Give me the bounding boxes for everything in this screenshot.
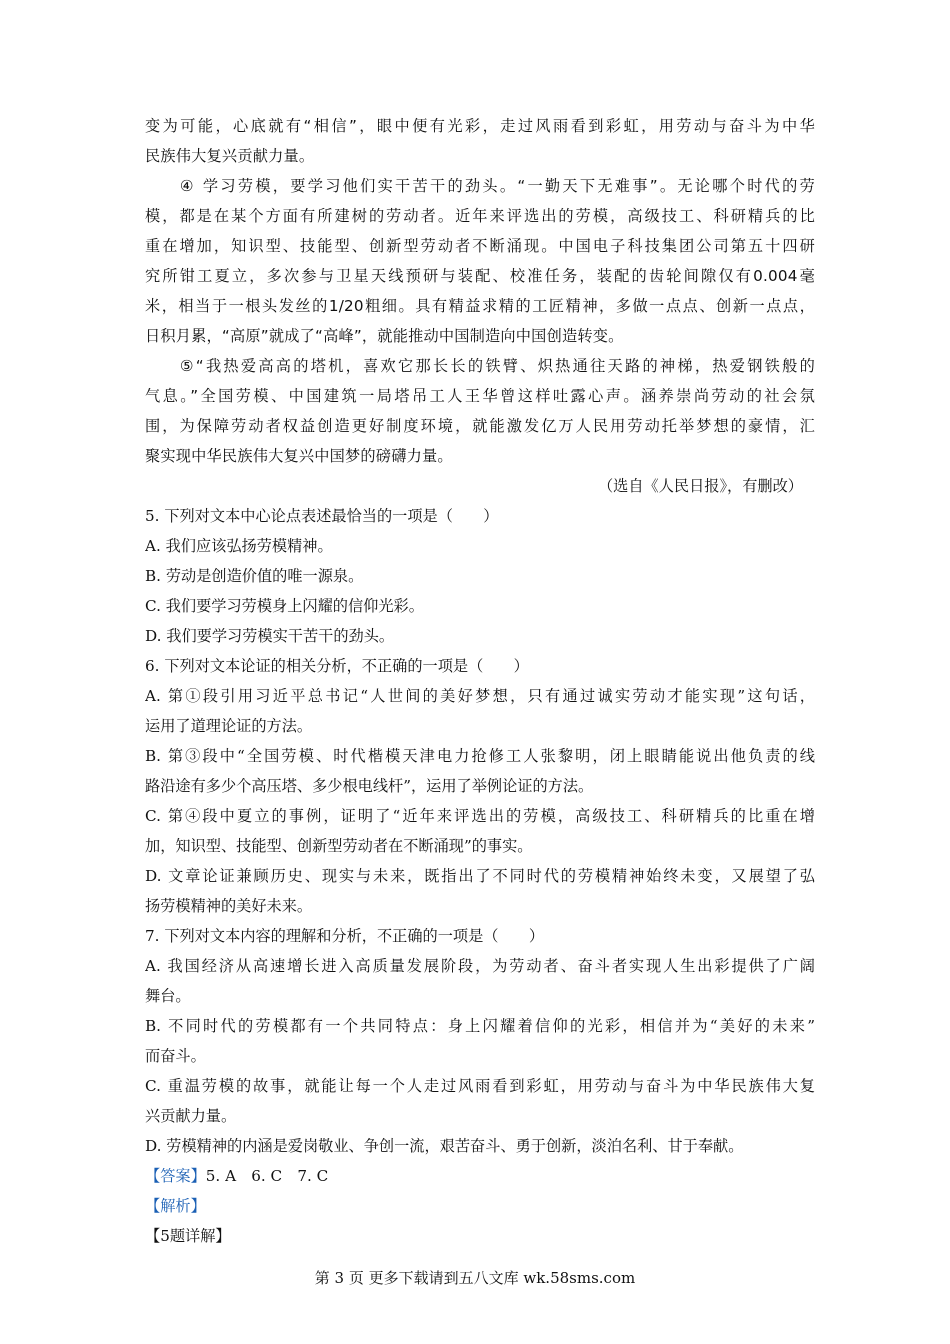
option-line: C. 我们要学习劳模身上闪耀的信仰光彩。 xyxy=(145,597,424,615)
option-line: 而奋斗。 xyxy=(145,1047,206,1065)
article-line: 重在增加，知识型、技能型、创新型劳动者不断涌现。中国电子科技集团公司第五十四研 xyxy=(145,237,815,255)
option-line: 兴贡献力量。 xyxy=(145,1107,237,1125)
answer-tag: 【答案】 xyxy=(145,1167,206,1185)
option-line: D. 文章论证兼顾历史、现实与未来，既指出了不同时代的劳模精神始终未变，又展望了弘 xyxy=(145,867,815,885)
article-line: 变为可能，心底就有“相信”，眼中便有光彩，走过风雨看到彩虹，用劳动与奋斗为中华 xyxy=(145,117,815,135)
option-line: A. 第①段引用习近平总书记“人世间的美好梦想，只有通过诚实劳动才能实现”这句话， xyxy=(145,687,815,705)
option-line: B. 劳动是创造价值的唯一源泉。 xyxy=(145,567,364,585)
article-line: 聚实现中华民族伟大复兴中国梦的磅礴力量。 xyxy=(145,447,453,465)
option-line: C. 重温劳模的故事，就能让每一个人走过风雨看到彩虹，用劳动与奋斗为中华民族伟大复 xyxy=(145,1077,815,1095)
article-line: 气息。”全国劳模、中国建筑一局塔吊工人王华曾这样吐露心声。涵养崇尚劳动的社会氛 xyxy=(145,387,815,405)
option-line: 舞台。 xyxy=(145,987,191,1005)
analysis-tag: 【解析】 xyxy=(145,1197,206,1215)
option-line: 路沿途有多少个高压塔、多少根电线杆”，运用了举例论证的方法。 xyxy=(145,777,594,795)
detail-label: 【5题详解】 xyxy=(145,1227,231,1245)
analysis-line xyxy=(145,1196,815,1216)
article-line: 围，为保障劳动者权益创造更好制度环境，就能激发亿万人民用劳动托举梦想的豪情，汇 xyxy=(145,417,815,435)
question-5: 5. 下列对文本中心论点表述最恰当的一项是（ ） xyxy=(145,507,499,525)
option-line: B. 第③段中“全国劳模、时代楷模天津电力抢修工人张黎明，闭上眼睛能说出他负责的线 xyxy=(145,747,815,765)
option-line: A. 我国经济从高速增长进入高质量发展阶段，为劳动者、奋斗者实现人生出彩提供了广阔 xyxy=(145,957,815,975)
article-line: ⑤“我热爱高高的塔机，喜欢它那长长的铁臂、炽热通往天路的神梯，热爱钢铁般的 xyxy=(145,357,815,375)
option-line: C. 第④段中夏立的事例，证明了“近年来评选出的劳模，高级技工、科研精兵的比重在增 xyxy=(145,807,815,825)
article-line: 究所钳工夏立，多次参与卫星天线预研与装配、校准任务，装配的齿轮间隙仅有0.004毫 xyxy=(145,267,815,285)
question-6: 6. 下列对文本论证的相关分析，不正确的一项是（ ） xyxy=(145,657,529,675)
article-line: 民族伟大复兴贡献力量。 xyxy=(145,147,315,165)
article-line: 模，都是在某个方面有所建树的劳动者。近年来评选出的劳模，高级技工、科研精兵的比 xyxy=(145,207,815,225)
question-7: 7. 下列对文本内容的理解和分析，不正确的一项是（ ） xyxy=(145,927,545,945)
article-source: （选自《人民日报》，有删改） xyxy=(597,477,803,495)
page-footer: 第 3 页 更多下载请到五八文库 wk.58sms.com xyxy=(314,1269,636,1287)
answer-values: 5. A 6. C 7. C xyxy=(205,1167,329,1185)
option-line: D. 我们要学习劳模实干苦干的劲头。 xyxy=(145,627,395,645)
article-line: ④ 学习劳模，要学习他们实干苦干的劲头。“一勤天下无难事”。无论哪个时代的劳 xyxy=(145,177,815,195)
article-line: 日积月累，“高原”就成了“高峰”，就能推动中国制造向中国创造转变。 xyxy=(145,327,624,345)
option-line: 扬劳模精神的美好未来。 xyxy=(145,897,313,915)
option-line: B. 不同时代的劳模都有一个共同特点：身上闪耀着信仰的光彩，相信并为“美好的未来” xyxy=(145,1017,815,1035)
option-line: D. 劳模精神的内涵是爱岗敬业、争创一流，艰苦奋斗、勇于创新，淡泊名利、甘于奉献。 xyxy=(145,1137,744,1155)
option-line: A. 我们应该弘扬劳模精神。 xyxy=(145,537,333,555)
option-line: 运用了道理论证的方法。 xyxy=(145,717,313,735)
article-line: 米，相当于一根头发丝的1/20粗细。具有精益求精的工匠精神，多做一点点、创新一点点， xyxy=(145,297,815,315)
answer-line xyxy=(145,1166,815,1186)
option-line: 加，知识型、技能型、创新型劳动者在不断涌现”的事实。 xyxy=(145,837,533,855)
